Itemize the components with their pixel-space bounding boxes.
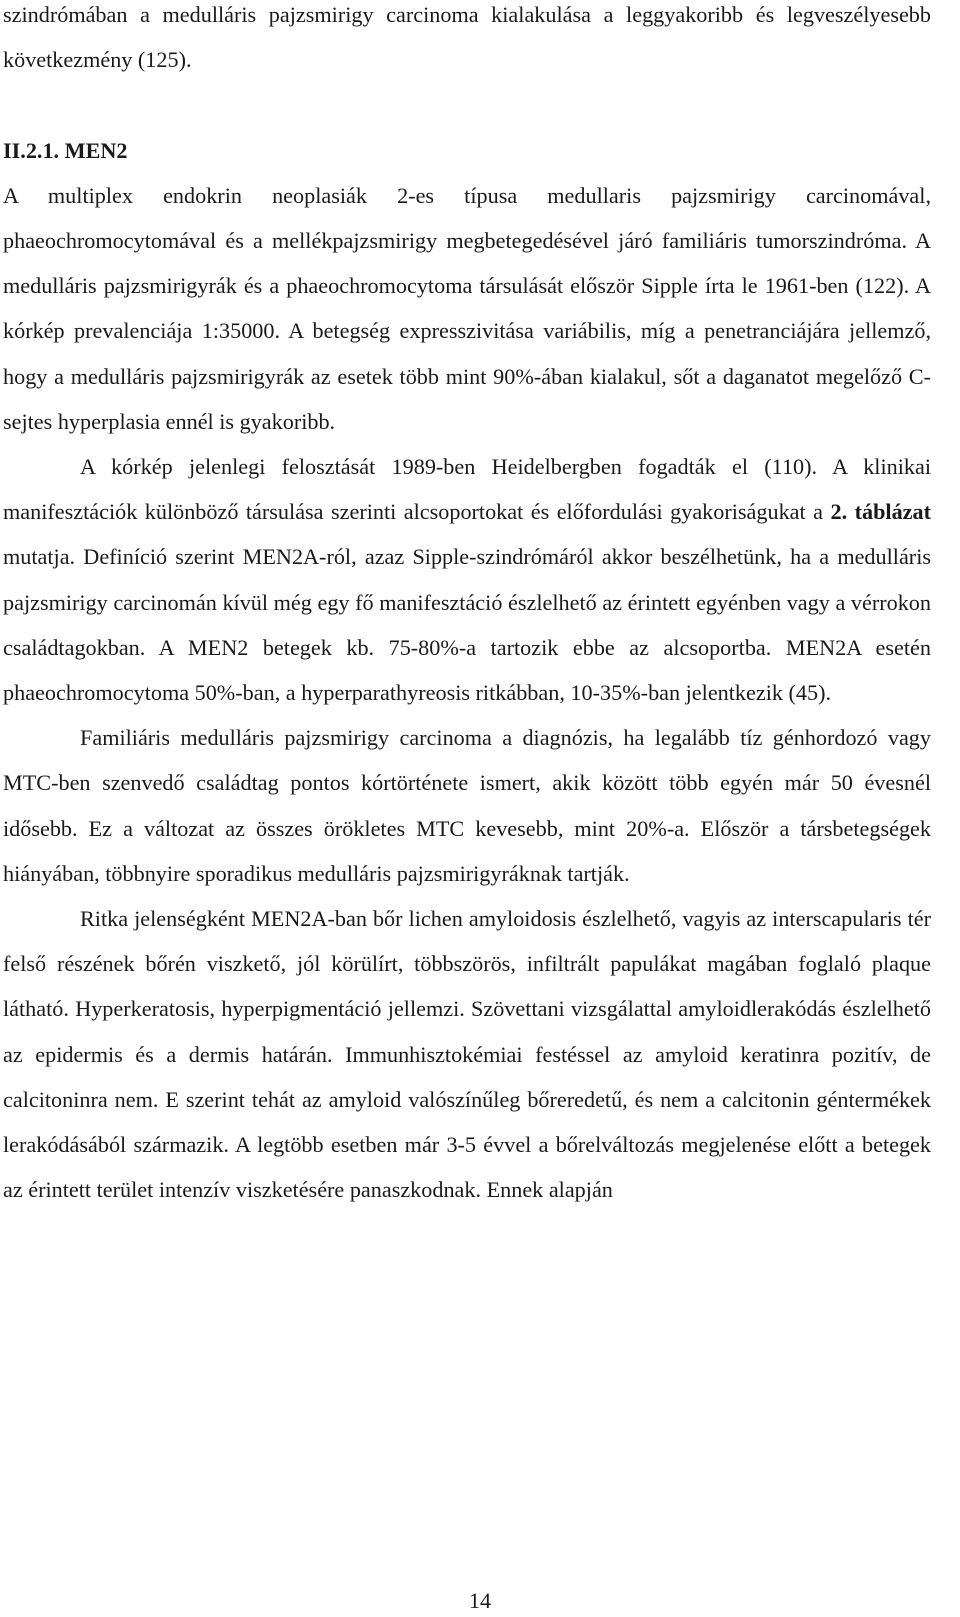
paragraph-lichen-amyloidosis: Ritka jelenségként MEN2A-ban bőr lichen amyloidosis észlelhető, vagyis az interscapularis tér felső részének bőrén viszkető, jól körülírt, többszörös, infiltrált papulákat magában foglaló plaque látható. Hyperkeratosis, hyperpigmentáció jellemzi. Szövettani vizsgálattal amyloidlerakódás észlelhető az epidermis és a dermis határán. Immunhisztokémiai festéssel az amyloid keratinra pozitív, de calcitoninra nem. E szerint tehát az amyloid valószínűleg bőreredetű, és nem a calcitonin géntermékek lerakódásából származik. A legtöbb esetben már 3-5 évvel a bőrelváltozás megjelenése előtt a betegek az érintett terület intenzív viszketésére panaszkodnak. Ennek alapján xyxy=(3,906,931,1203)
paragraph-familial-mtc: Familiáris medulláris pajzsmirigy carcinoma a diagnózis, ha legalább tíz génhordozó vagy MTC-ben szenvedő családtag pontos kórtörténete ismert, akik között több egyén már 50 évesnél idősebb. Ez a változat az összes örökletes MTC kevesebb, mint 20%-a. Először a társbetegségek hiányában, többnyire sporadikus medulláris pajzsmirigyráknak tartják. xyxy=(3,725,931,886)
paragraph-classification-start: A kórkép jelenlegi felosztását 1989-ben Heidelbergben fogadták el (110). A klinikai manifesztációk különböző társulása szerinti alcsoportokat és előfordulási gyakoriságukat a xyxy=(3,454,931,525)
paragraph-classification xyxy=(3,444,931,715)
paragraph-classification-end: mutatja. Definíció szerint MEN2A-ról, azaz Sipple-szindrómáról akkor beszélhetünk, ha a medulláris pajzsmirigy carcinomán kívül még egy fő manifesztáció észlelhető az érintett egyénben vagy a vérrokon családtagokban. A MEN2 betegek kb. 75-80%-a tartozik ebbe az alcsoportba. MEN2A esetén phaeochromocytoma 50%-ban, a hyperparathyreosis ritkábban, 10-35%-ban jelentkezik (45). xyxy=(3,544,931,706)
intro-paragraph: szindrómában a medulláris pajzsmirigy carcinoma kialakulása a leggyakoribb és legveszélyesebb következmény (125). xyxy=(3,2,931,73)
section-heading: II.2.1. MEN2 xyxy=(3,137,128,163)
page-number: 14 xyxy=(469,1588,491,1613)
paragraph-men2-definition: A multiplex endokrin neoplasiák 2-es típusa medullaris pajzsmirigy carcinomával, phaeochromocytomával és a mellékpajzsmirigy megbetegedésével járó familiáris tumorszindróma. A medulláris pajzsmirigyrák és a phaeochromocytoma társulását először Sipple írta le 1961-ben (122). A kórkép prevalenciája 1:35000. A betegség expresszivitása variábilis, míg a penetranciájára jellemző, hogy a medulláris pajzsmirigyrák az esetek több mint 90%-ában kialakul, sőt a daganatot megelőző C-sejtes hyperplasia ennél is gyakoribb. xyxy=(3,182,931,434)
body-text xyxy=(3,0,931,1212)
table-reference: 2. táblázat xyxy=(830,499,932,525)
